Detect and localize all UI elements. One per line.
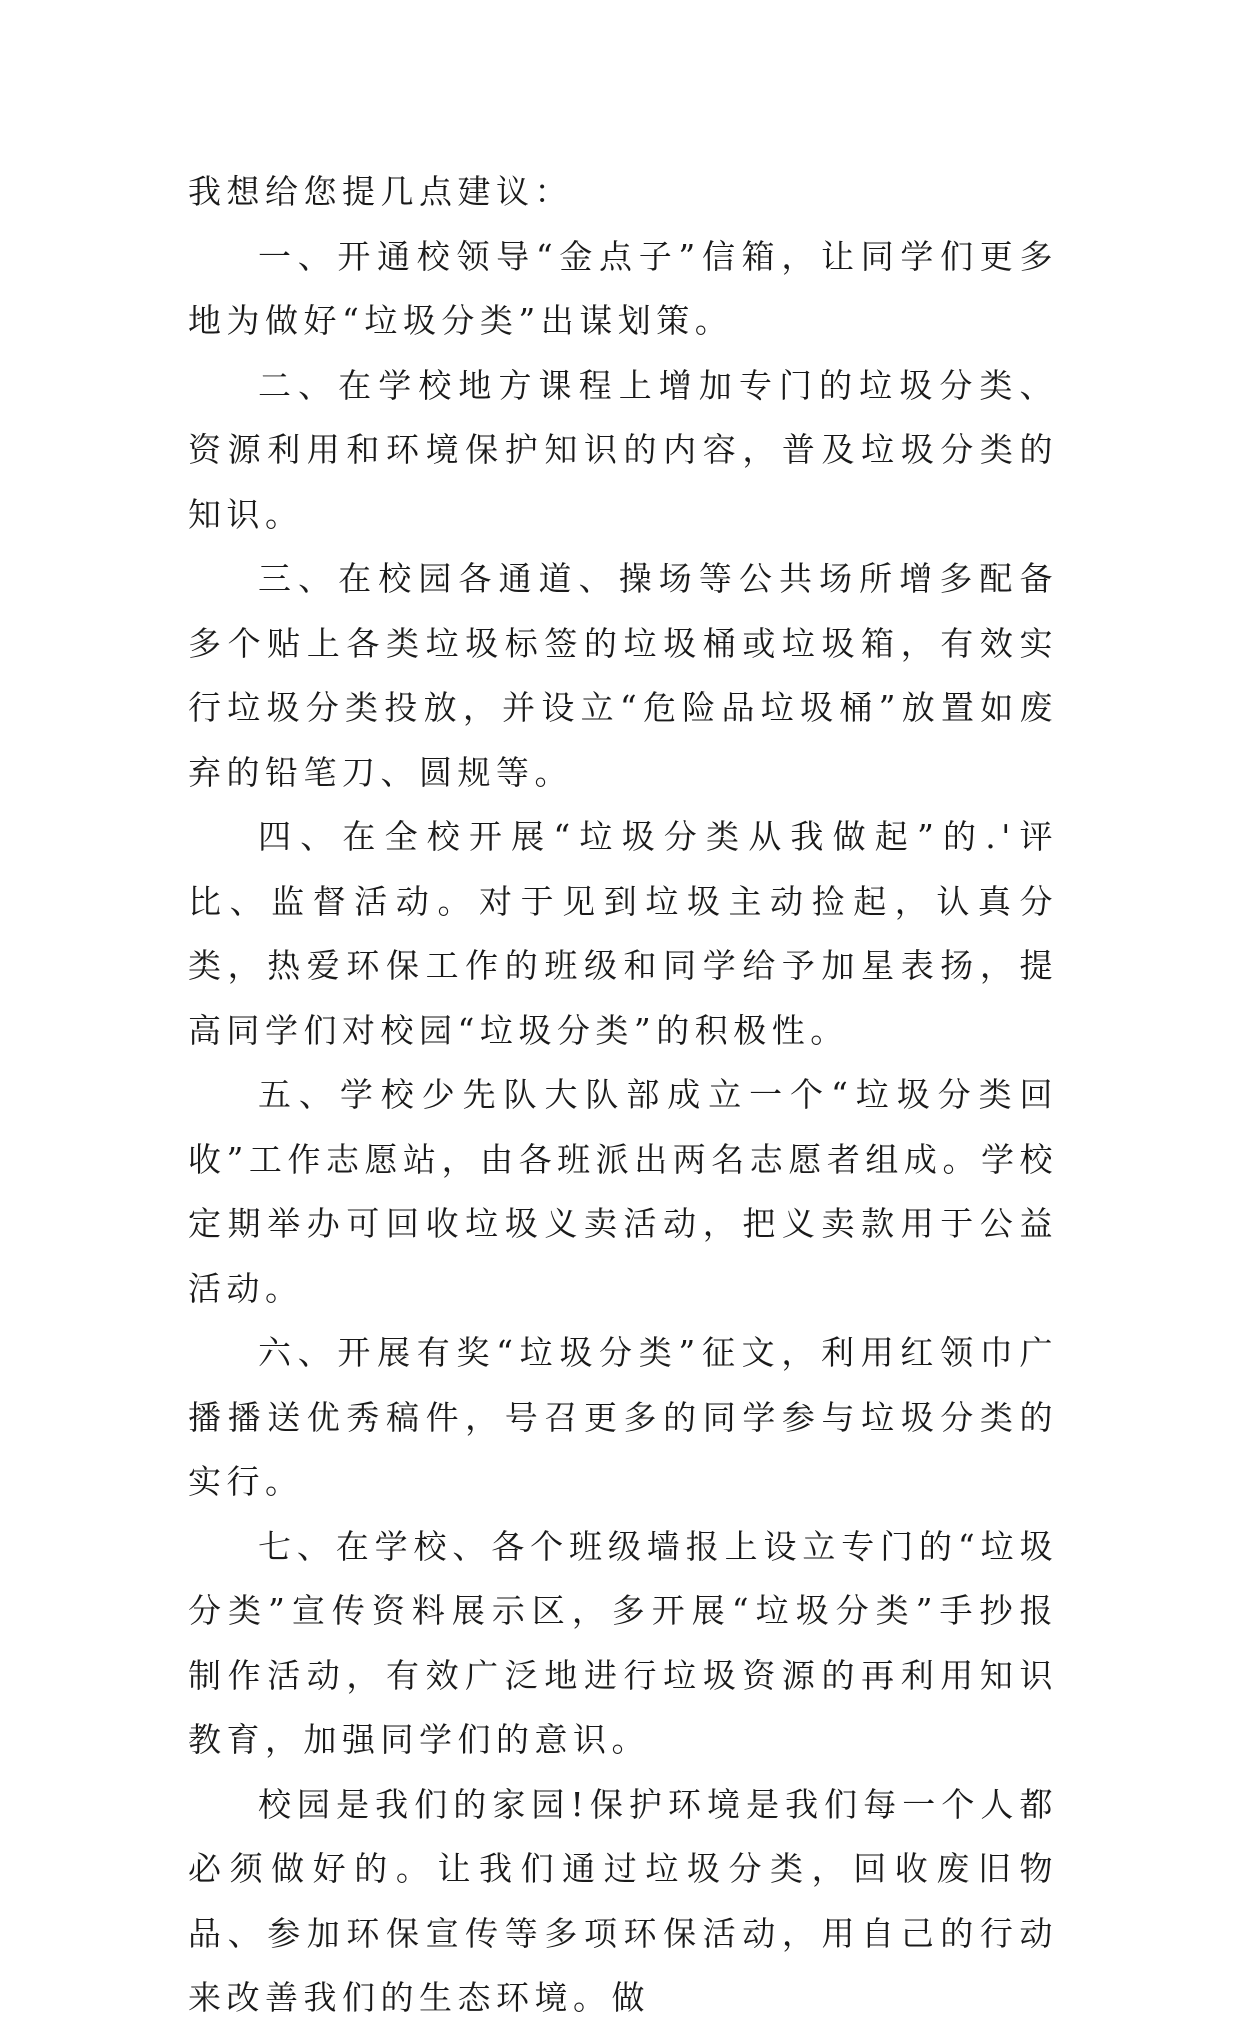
paragraph-suggestion-1: 一、开通校领导“金点子”信箱，让同学们更多地为做好“垃圾分类”出谋划策。 (188, 236, 1058, 340)
paragraph-suggestion-7: 七、在学校、各个班级墙报上设立专门的“垃圾分类”宣传资料展示区，多开展“垃圾分类”手抄报制作活动，有效广泛地进行垃圾资源的再利用知识教育，加强同学们的意识。 (188, 1526, 1058, 1759)
paragraph-conclusion: 校园是我们的家园!保护环境是我们每一个人都必须做好的。让我们通过垃圾分类，回收废旧物品、参加环保宣传等多项环保活动，用自己的行动来改善我们的生态环境。做 (188, 1784, 1058, 2017)
paragraph-suggestion-6: 六、开展有奖“垃圾分类”征文，利用红领巾广播播送优秀稿件，号召更多的同学参与垃圾分类的实行。 (188, 1333, 1058, 1501)
paragraph-suggestion-5: 五、学校少先队大队部成立一个“垃圾分类回收”工作志愿站，由各班派出两名志愿者组成。学校定期举办可回收垃圾义卖活动，把义卖款用于公益活动。 (188, 1075, 1058, 1308)
paragraph-intro: 我想给您提几点建议： (188, 172, 573, 211)
document-body (188, 160, 1058, 2031)
paragraph-suggestion-4: 四、在全校开展“垃圾分类从我做起”的.'评比、监督活动。对于见到垃圾主动捡起，认真分类，热爱环保工作的班级和同学给予加星表扬，提高同学们对校园“垃圾分类”的积极性。 (188, 817, 1058, 1050)
paragraph-suggestion-2: 二、在学校地方课程上增加专门的垃圾分类、资源利用和环境保护知识的内容，普及垃圾分类的知识。 (188, 365, 1058, 534)
paragraph-suggestion-3: 三、在校园各通道、操场等公共场所增多配备多个贴上各类垃圾标签的垃圾桶或垃圾箱，有效实行垃圾分类投放，并设立“危险品垃圾桶”放置如废弃的铅笔刀、圆规等。 (188, 559, 1058, 792)
